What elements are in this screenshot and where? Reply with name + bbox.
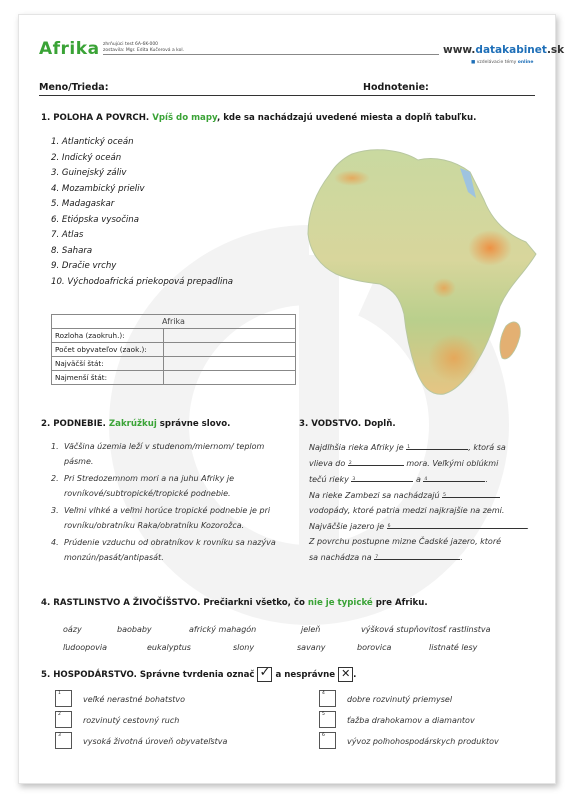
table-answer-cell[interactable] (164, 371, 296, 385)
word-option[interactable]: listnaté lesy (429, 643, 478, 652)
test-info-line: zhrňujúci test 6A-6K-000 (103, 42, 159, 47)
answer-checkbox[interactable]: 3 (55, 732, 72, 749)
list-item: 3. Guinejský záliv (51, 168, 127, 178)
section5-title: 5. HOSPODÁRSTVO. Správne tvrdenia označ ✓ a nesprávne ✕ . (41, 665, 357, 680)
answer-blank[interactable]: 4 (423, 471, 485, 482)
word-option[interactable]: výšková stupňovitosť rastlinstva (361, 625, 491, 634)
cross-icon: ✕ (338, 667, 353, 682)
answer-blank[interactable]: 7 (374, 549, 460, 560)
list-item: 4. Mozambický prieliv (51, 183, 145, 194)
table-header: Afrika (52, 315, 296, 329)
places-list (51, 135, 233, 290)
statement-label: vývoz poľnohospodárskych produktov (347, 737, 499, 746)
table-row: Najväčší štát: (52, 357, 296, 371)
list-item: 7. Atlas (51, 230, 84, 240)
site-url[interactable]: www.datakabinet.sk (443, 44, 565, 56)
statement-label: dobre rozvinutý priemysel (347, 695, 453, 704)
grade-label: Hodnotenie: (363, 82, 429, 93)
word-option[interactable]: jeleň (301, 625, 321, 634)
list-item[interactable]: 4. Prúdenie vzduchu od obratníkov k rovníku sa nazýva monzún/pasát/antipasát. (51, 538, 276, 562)
statement-label: rozvinutý cestovný ruch (83, 716, 180, 725)
statement-label: ťažba drahokamov a diamantov (347, 716, 475, 725)
answer-blank[interactable]: 6 (387, 518, 527, 529)
name-field-line (39, 95, 535, 96)
word-option[interactable]: oázy (63, 625, 82, 634)
table-row: Rozloha (zaokruh.): (52, 329, 296, 343)
list-item: 1. Atlantický oceán (51, 137, 134, 147)
word-option[interactable]: baobaby (117, 625, 152, 634)
statement-label: veľké nerastné bohatstvo (83, 695, 186, 704)
list-item[interactable]: 2. Pri Stredozemnom mori a na juhu Afriky je rovníkové/subtropické/tropické podnebie. (51, 474, 235, 498)
statement-label: vysoká životná úroveň obyvateľstva (83, 737, 228, 746)
list-item: 2. Indický oceán (51, 152, 122, 163)
climate-questions (51, 439, 296, 565)
list-item: 5. Madagaskar (51, 199, 115, 209)
africa-map[interactable] (294, 138, 554, 403)
worksheet-page (18, 14, 565, 784)
list-item[interactable]: 1. Väčšina územia leží v studenom/miernom/ teplom pásme. (51, 442, 265, 466)
check-icon: ✓ (257, 667, 272, 682)
water-fill-text: Najdlhšia rieka Afriky je 1 , ktorá sa vlieva do 2 mora. Veľkými oblúkmi tečú rieky 3 a 4 . Na rieke Zambezi sa nachádzajú 5 vodopády, ktoré patria medzi najkrajšie na zemi. Najväčšie jazero je 6 . Z povrchu postupne mizne Čadské jazero, ktoré sa nachádza na 7 . (309, 439, 561, 565)
word-option[interactable]: slony (233, 643, 255, 652)
site-tagline: ■ vzdelávacie témy online (471, 60, 534, 65)
word-option[interactable]: eukalyptus (147, 643, 191, 652)
list-item: 6. Etiópska vysočina (51, 214, 140, 225)
table-answer-cell[interactable] (164, 343, 296, 357)
section1-title: 1. POLOHA A POVRCH. Vpíš do mapy, kde sa nachádzajú uvedené miesta a doplň tabuľku. (41, 113, 477, 123)
africa-facts-table (51, 314, 296, 385)
answer-checkbox[interactable]: 2 (55, 711, 72, 728)
worksheet-title: Afrika (39, 39, 100, 59)
list-item: 8. Sahara (51, 245, 93, 256)
answer-checkbox[interactable]: 4 (319, 690, 336, 707)
answer-blank[interactable]: 1 (406, 439, 468, 450)
answer-checkbox[interactable]: 6 (319, 732, 336, 749)
table-answer-cell[interactable] (164, 357, 296, 371)
header-divider (103, 54, 439, 55)
word-option[interactable]: borovica (357, 643, 392, 652)
author-info-line: zostavila: Mgr. Edita Kučerová a kol. (103, 48, 185, 53)
word-option[interactable]: africký mahagón (189, 625, 257, 634)
list-item: 10. Východoafrická priekopová prepadlina (51, 276, 234, 287)
word-option[interactable]: ľudoopovia (63, 643, 107, 652)
answer-checkbox[interactable]: 1 (55, 690, 72, 707)
answer-blank[interactable]: 5 (442, 487, 500, 498)
section2-title: 2. PODNEBIE. Zakrúžkuj správne slovo. (41, 419, 231, 429)
answer-blank[interactable]: 2 (348, 455, 404, 466)
word-option[interactable]: savany (297, 643, 326, 652)
section4-title: 4. RASTLINSTVO A ŽIVOČÍŠSTVO. Prečiarkni všetko, čo nie je typické pre Afriku. (41, 598, 428, 608)
answer-blank[interactable]: 3 (351, 471, 413, 482)
list-item: 9. Dračie vrchy (51, 261, 117, 271)
list-item[interactable]: 3. Veľmi vlhké a veľmi horúce tropické podnebie je pri rovníku/obratníku Raka/obratníku Kozorožca. (51, 506, 271, 530)
table-row: Najmenší štát: (52, 371, 296, 385)
answer-checkbox[interactable]: 5 (319, 711, 336, 728)
name-class-label: Meno/Trieda: (39, 82, 109, 93)
table-row: Počet obyvateľov (zaok.): (52, 343, 296, 357)
section3-title: 3. VODSTVO. Doplň. (299, 419, 396, 429)
table-answer-cell[interactable] (164, 329, 296, 343)
